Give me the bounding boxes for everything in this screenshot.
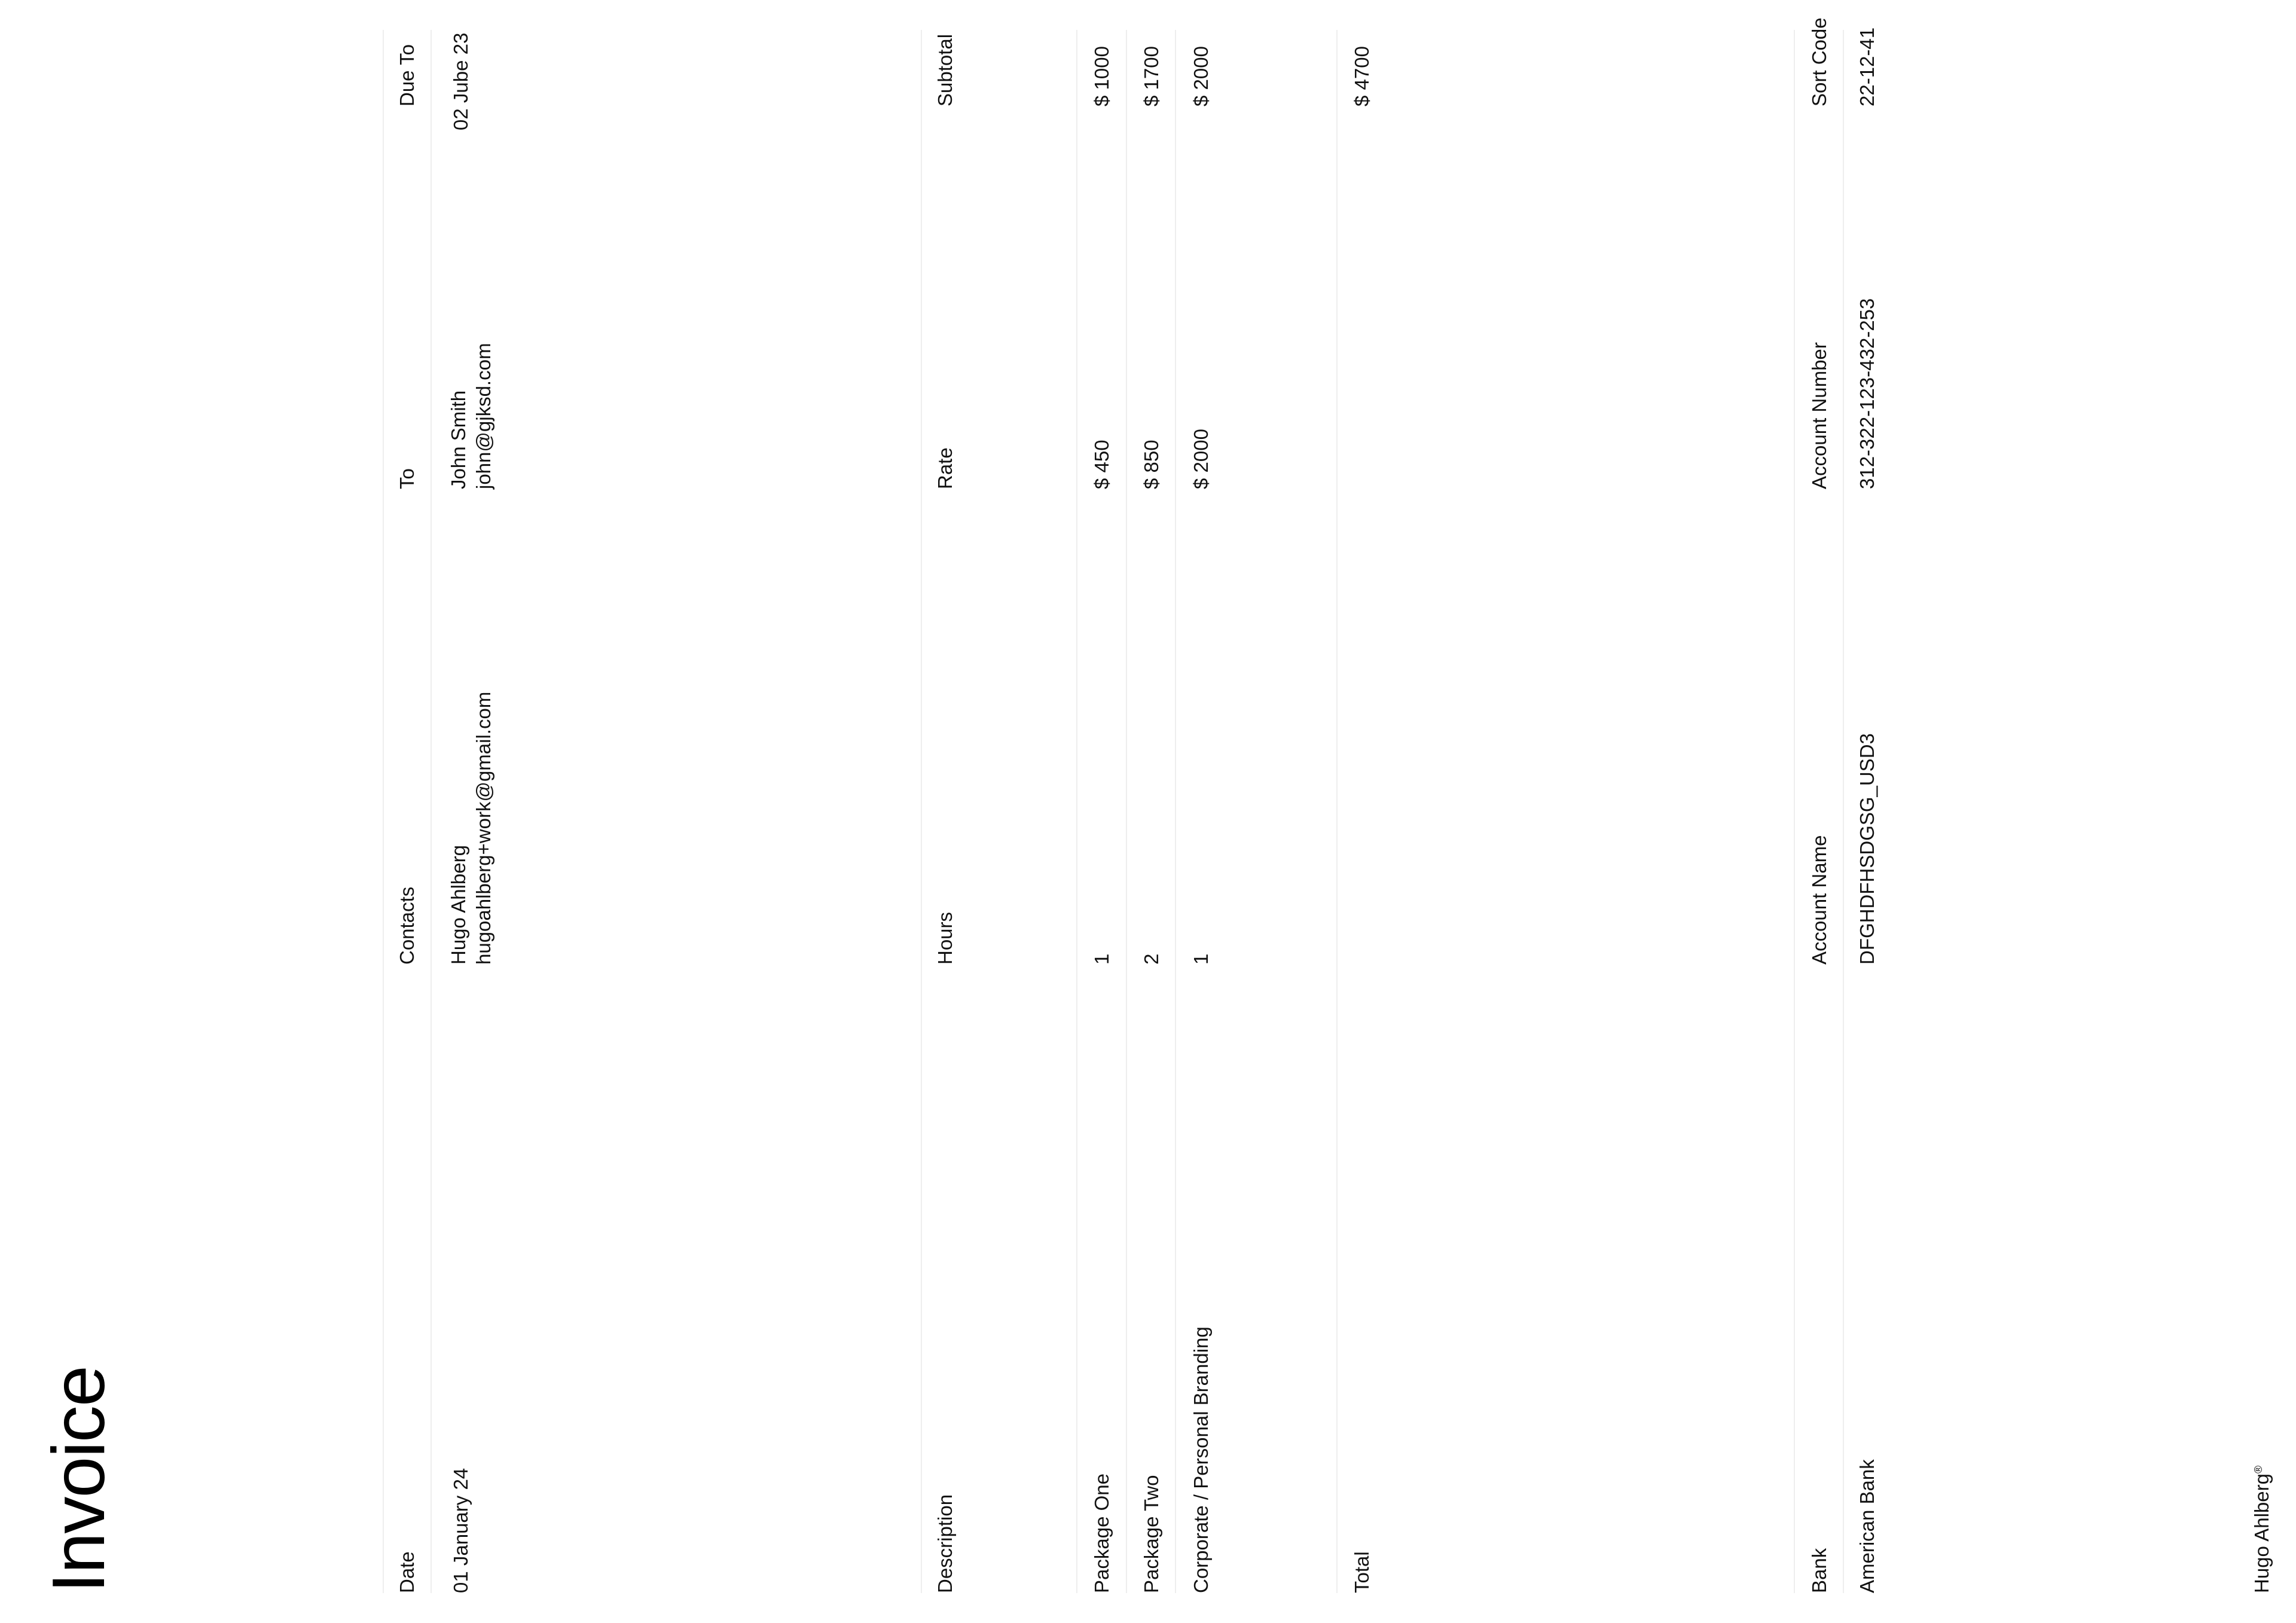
divider (430, 30, 432, 1593)
divider (921, 30, 922, 1593)
column-header-hours: Hours (934, 911, 956, 965)
column-header-subtotal: Subtotal (934, 33, 956, 106)
total-label: Total (1351, 1551, 1373, 1593)
sender-email-link[interactable]: hugoahlberg+work@gmail.com (472, 691, 494, 965)
item-rate: $ 2000 (1190, 429, 1212, 489)
contacts-label: Contacts (396, 886, 418, 965)
divider (383, 30, 384, 1593)
divider (1336, 30, 1338, 1593)
bank-name: American Bank (1856, 1459, 1878, 1593)
due-label: Due To (396, 44, 418, 106)
divider (1794, 30, 1795, 1593)
item-subtotal: $ 2000 (1190, 46, 1212, 106)
column-header-bank: Bank (1808, 1548, 1830, 1593)
date-value: 01 January 24 (450, 1468, 472, 1593)
item-description: Package Two (1140, 1475, 1162, 1593)
item-subtotal: $ 1700 (1140, 46, 1162, 106)
divider (1843, 30, 1844, 1593)
item-hours: 2 (1140, 953, 1162, 965)
account-number: 312-322-123-432-253 (1856, 298, 1878, 489)
item-hours: 1 (1091, 953, 1113, 965)
sender-name: Hugo Ahlberg (447, 845, 469, 965)
date-label: Date (396, 1551, 418, 1593)
recipient-contact (446, 343, 496, 489)
recipient-email-link[interactable]: john@gjksd.com (472, 343, 494, 489)
column-header-rate: Rate (934, 447, 956, 489)
sort-code: 22-12-41 (1856, 27, 1878, 106)
divider (1126, 30, 1127, 1593)
total-value: $ 4700 (1351, 46, 1373, 106)
column-header-description: Description (934, 1494, 956, 1593)
registered-mark: ® (2252, 1465, 2264, 1474)
to-label: To (396, 468, 418, 489)
sender-contact (446, 692, 496, 965)
item-rate: $ 850 (1140, 440, 1162, 489)
brand-name: Hugo Ahlberg (2251, 1473, 2273, 1593)
divider (1076, 30, 1077, 1593)
column-header-account-number: Account Number (1808, 342, 1830, 489)
item-hours: 1 (1190, 953, 1212, 965)
column-header-sort-code: Sort Code (1808, 17, 1830, 106)
item-description: Corporate / Personal Branding (1190, 1326, 1212, 1593)
column-header-account-name: Account Name (1808, 835, 1830, 965)
recipient-name: John Smith (447, 390, 469, 489)
footer-brand (2249, 1466, 2274, 1593)
due-value: 02 Jube 23 (450, 32, 472, 130)
item-description: Package One (1091, 1473, 1113, 1593)
item-rate: $ 450 (1091, 440, 1113, 489)
divider (1175, 30, 1176, 1593)
item-subtotal: $ 1000 (1091, 46, 1113, 106)
account-name: DFGHDFHSDGSG_USD3 (1856, 733, 1878, 965)
invoice-title: Invoice (38, 1366, 120, 1593)
